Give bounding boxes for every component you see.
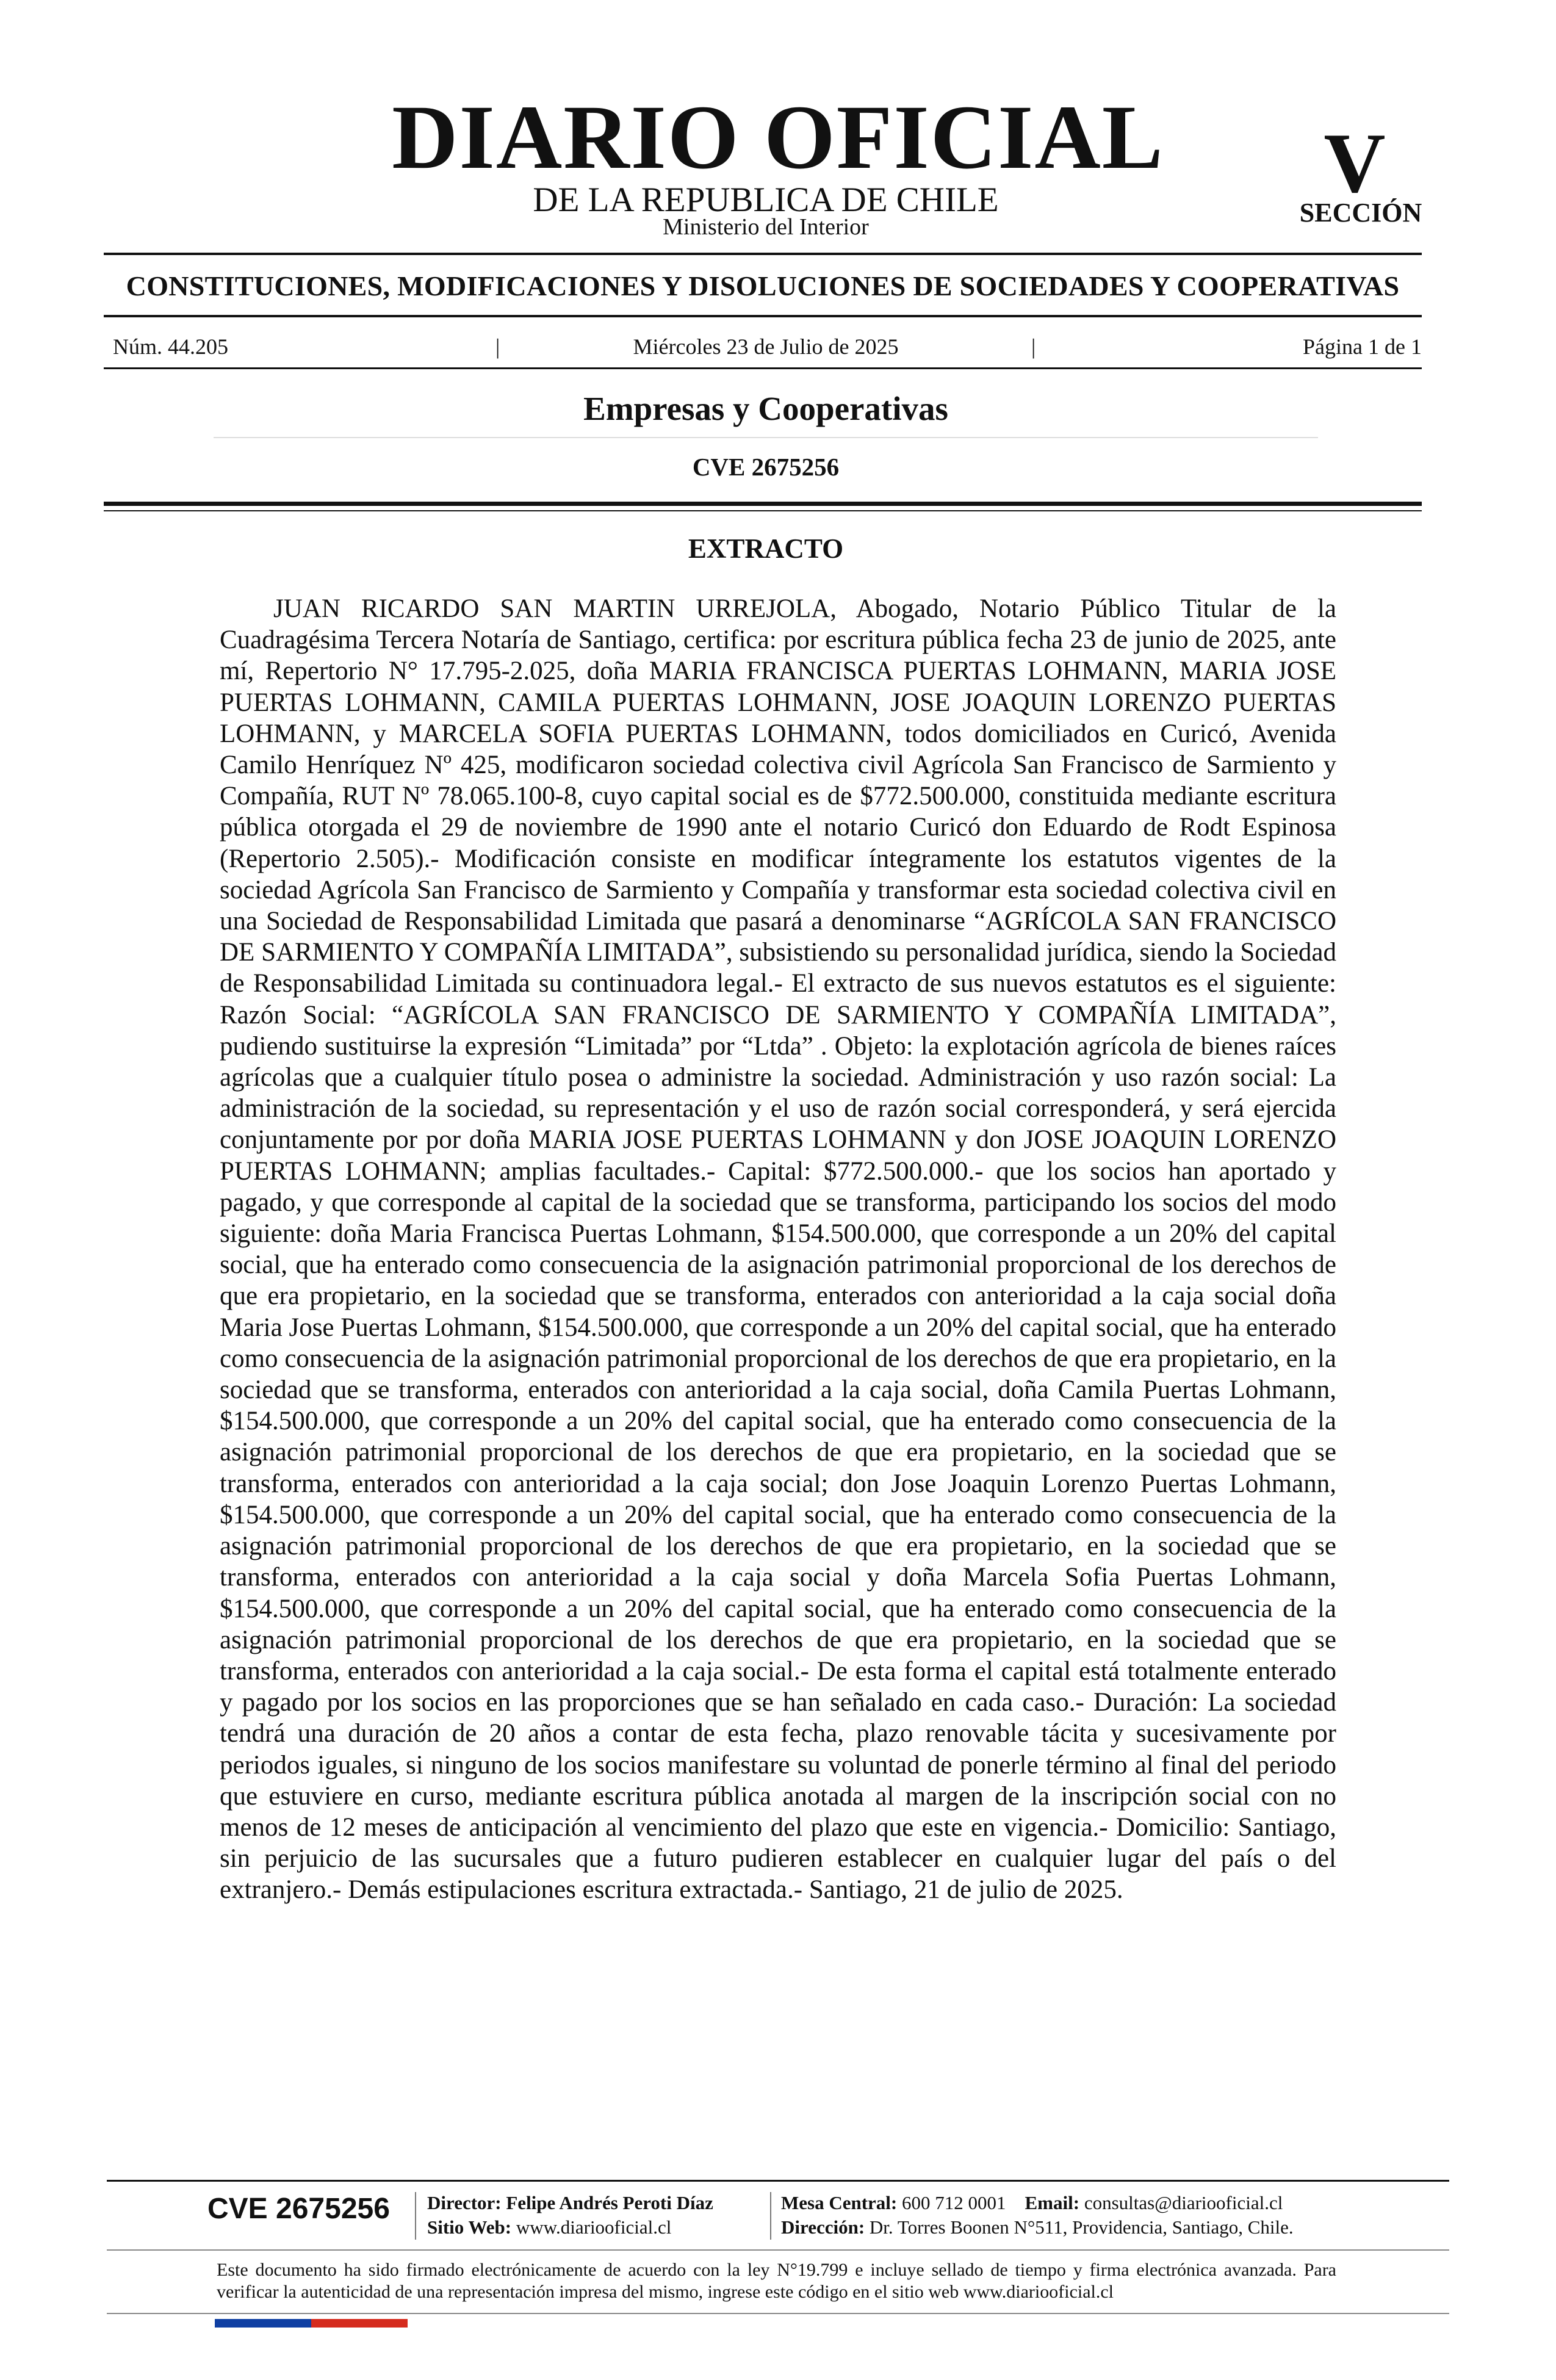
- phone-label: Mesa Central:: [781, 2192, 898, 2213]
- director-name: Felipe Andrés Peroti Díaz: [506, 2192, 713, 2213]
- cve-rule-thick: [104, 502, 1422, 506]
- section-number: V: [1324, 116, 1386, 211]
- footer-legal-notice: Este documento ha sido firmado electrónicamente de acuerdo con la ley N°19.799 e incluye sellado de tiempo y firma electrónica avanzada. Para verificar la autenticidad de una representación impresa del mismo, ingrese este código en el sitio web www.diariooficial.cl: [217, 2260, 1336, 2302]
- issue-date: Miércoles 23 de Julio de 2025: [633, 334, 899, 359]
- footer-divider-left: [415, 2192, 416, 2240]
- heading-bottom-rule: [104, 315, 1422, 317]
- section-label: SECCIÓN: [1299, 198, 1422, 228]
- issue-separator-right: |: [1031, 334, 1036, 359]
- masthead: [0, 0, 1556, 244]
- section-heading: CONSTITUCIONES, MODIFICACIONES Y DISOLUCIONES DE SOCIEDADES Y COOPERATIVAS: [126, 270, 1400, 301]
- document-title: EXTRACTO: [688, 533, 844, 564]
- category-underline: [214, 437, 1318, 438]
- cve-rule-thin: [104, 510, 1422, 511]
- page-indicator: Página 1 de 1: [1303, 334, 1422, 359]
- footer-cve-code: CVE 2675256: [207, 2193, 390, 2225]
- footer-director-block: [427, 2191, 713, 2240]
- top-rule: [104, 253, 1422, 255]
- info-bottom-rule: [104, 367, 1422, 369]
- phone-number: 600 712 0001: [902, 2192, 1006, 2213]
- footer-mid-rule: [107, 2249, 1449, 2251]
- email-link[interactable]: consultas@diariooficial.cl: [1084, 2192, 1283, 2213]
- newspaper-subtitle: DE LA REPUBLICA DE CHILE: [533, 181, 999, 219]
- flag-stripe-red: [311, 2319, 408, 2328]
- address-label: Dirección:: [781, 2216, 865, 2238]
- flag-stripe-blue: [215, 2319, 311, 2328]
- category-title: Empresas y Cooperativas: [583, 390, 948, 427]
- issue-separator-left: |: [495, 334, 500, 359]
- website-label: Sitio Web:: [427, 2216, 512, 2238]
- footer-divider-right: [770, 2192, 771, 2240]
- newspaper-title: DIARIO OFICIAL: [392, 87, 1164, 188]
- issue-number: Núm. 44.205: [113, 334, 228, 359]
- ministry-label: Ministerio del Interior: [663, 214, 869, 240]
- document-body: JUAN RICARDO SAN MARTIN URREJOLA, Abogado, Notario Público Titular de la Cuadragésima Tercera Notaría de Santiago, certifica: por escritura pública fecha 23 de junio de 2025, ante mí, Repertorio N° 17.795-2.025, doña MARIA FRANCISCA PUERTAS LOHMANN, MARIA JOSE PUERTAS LOHMANN, CAMILA PUERTAS LOHMANN, JOSE JOAQUIN LORENZO PUERTAS LOHMANN, y MARCELA SOFIA PUERTAS LOHMANN, todos domiciliados en Curicó, Avenida Camilo Henríquez Nº 425, modificaron sociedad colectiva civil Agrícola San Francisco de Sarmiento y Compañía, RUT Nº 78.065.100-8, cuyo capital social es de $772.500.000, constituida mediante escritura pública otorgada el 29 de noviembre de 1990 ante el notario Curicó don Eduardo de Rodt Espinosa (Repertorio 2.505).- Modificación consiste en modificar íntegramente los estatutos vigentes de la sociedad Agrícola San Francisco de Sarmiento y Compañía y transformar esta sociedad colectiva civil en una Sociedad de Responsabilidad Limitada que pasará a denominarse “AGRÍCOLA SAN FRANCISCO DE SARMIENTO Y COMPAÑÍA LIMITADA”, subsistiendo su personalidad jurídica, siendo la Sociedad de Responsabilidad Limitada su continuadora legal.- El extracto de sus nuevos estatutos es el siguiente: Razón Social: “AGRÍCOLA SAN FRANCISCO DE SARMIENTO Y COMPAÑÍA LIMITADA”, pudiendo sustituirse la expresión “Limitada” por “Ltda” . Objeto: la explotación agrícola de bienes raíces agrícolas que a cualquier título posea o administre la sociedad. Administración y uso razón social: La administración de la sociedad, su representación y el uso de razón social corresponderá, y será ejercida conjuntamente por por doña MARIA JOSE PUERTAS LOHMANN y don JOSE JOAQUIN LORENZO PUERTAS LOHMANN; amplias facultades.- Capital: $772.500.000.- que los socios han aportado y pagado, y que corresponde al capital de la sociedad que se transforma, participando los socios del modo siguiente: doña Maria Francisca Puertas Lohmann, $154.500.000, que corresponde a un 20% del capital social, que ha enterado como consecuencia de la asignación patrimonial proporcional de los derechos de que era propietario, en la sociedad que se transforma, enterados con anterioridad a la caja social doña Maria Jose Puertas Lohmann, $154.500.000, que corresponde a un 20% del capital social, que ha enterado como consecuencia de la asignación patrimonial proporcional de los derechos de que era propietario, en la sociedad que se transforma, enterados con anterioridad a la caja social, doña Camila Puertas Lohmann, $154.500.000, que corresponde a un 20% del capital social, que ha enterado como consecuencia de la asignación patrimonial proporcional de los derechos de que era propietario, en la sociedad que se transforma, enterados con anterioridad a la caja social; don Jose Joaquin Lorenzo Puertas Lohmann, $154.500.000, que corresponde a un 20% del capital social, que ha enterado como consecuencia de la asignación patrimonial proporcional de los derechos de que era propietario, en la sociedad que se transforma, enterados con anterioridad a la caja social y doña Marcela Sofia Puertas Lohmann, $154.500.000, que corresponde a un 20% del capital social, que ha enterado como consecuencia de la asignación patrimonial proporcional de los derechos de que era propietario, en la sociedad que se transforma, enterados con anterioridad a la caja social.- De esta forma el capital está totalmente enterado y pagado por los socios en las proporciones que se han señalado en cada caso.- Duración: La sociedad tendrá una duración de 20 años a contar de esta fecha, plazo renovable tácita y sucesivamente por periodos iguales, si ninguno de los socios manifestare su voluntad de ponerle término al final del periodo que estuviere en curso, mediante escritura pública anotada al margen de la inscripción social con no menos de 12 meses de anticipación al vencimiento del plazo que este en vigencia.- Domicilio: Santiago, sin perjuicio de las sucursales que a futuro pudieren establecer en cualquier lugar del país o del extranjero.- Demás estipulaciones escritura extractada.- Santiago, 21 de julio de 2025.: [220, 594, 1336, 1905]
- footer-contact-block: [781, 2191, 1294, 2240]
- cve-code: CVE 2675256: [692, 453, 840, 481]
- footer-top-rule: [107, 2180, 1449, 2182]
- website-link[interactable]: www.diariooficial.cl: [516, 2216, 672, 2238]
- email-label: Email:: [1025, 2192, 1080, 2213]
- footer-bottom-rule: [107, 2313, 1449, 2314]
- address-value: Dr. Torres Boonen N°511, Providencia, Santiago, Chile.: [869, 2216, 1294, 2238]
- director-label: Director:: [427, 2192, 502, 2213]
